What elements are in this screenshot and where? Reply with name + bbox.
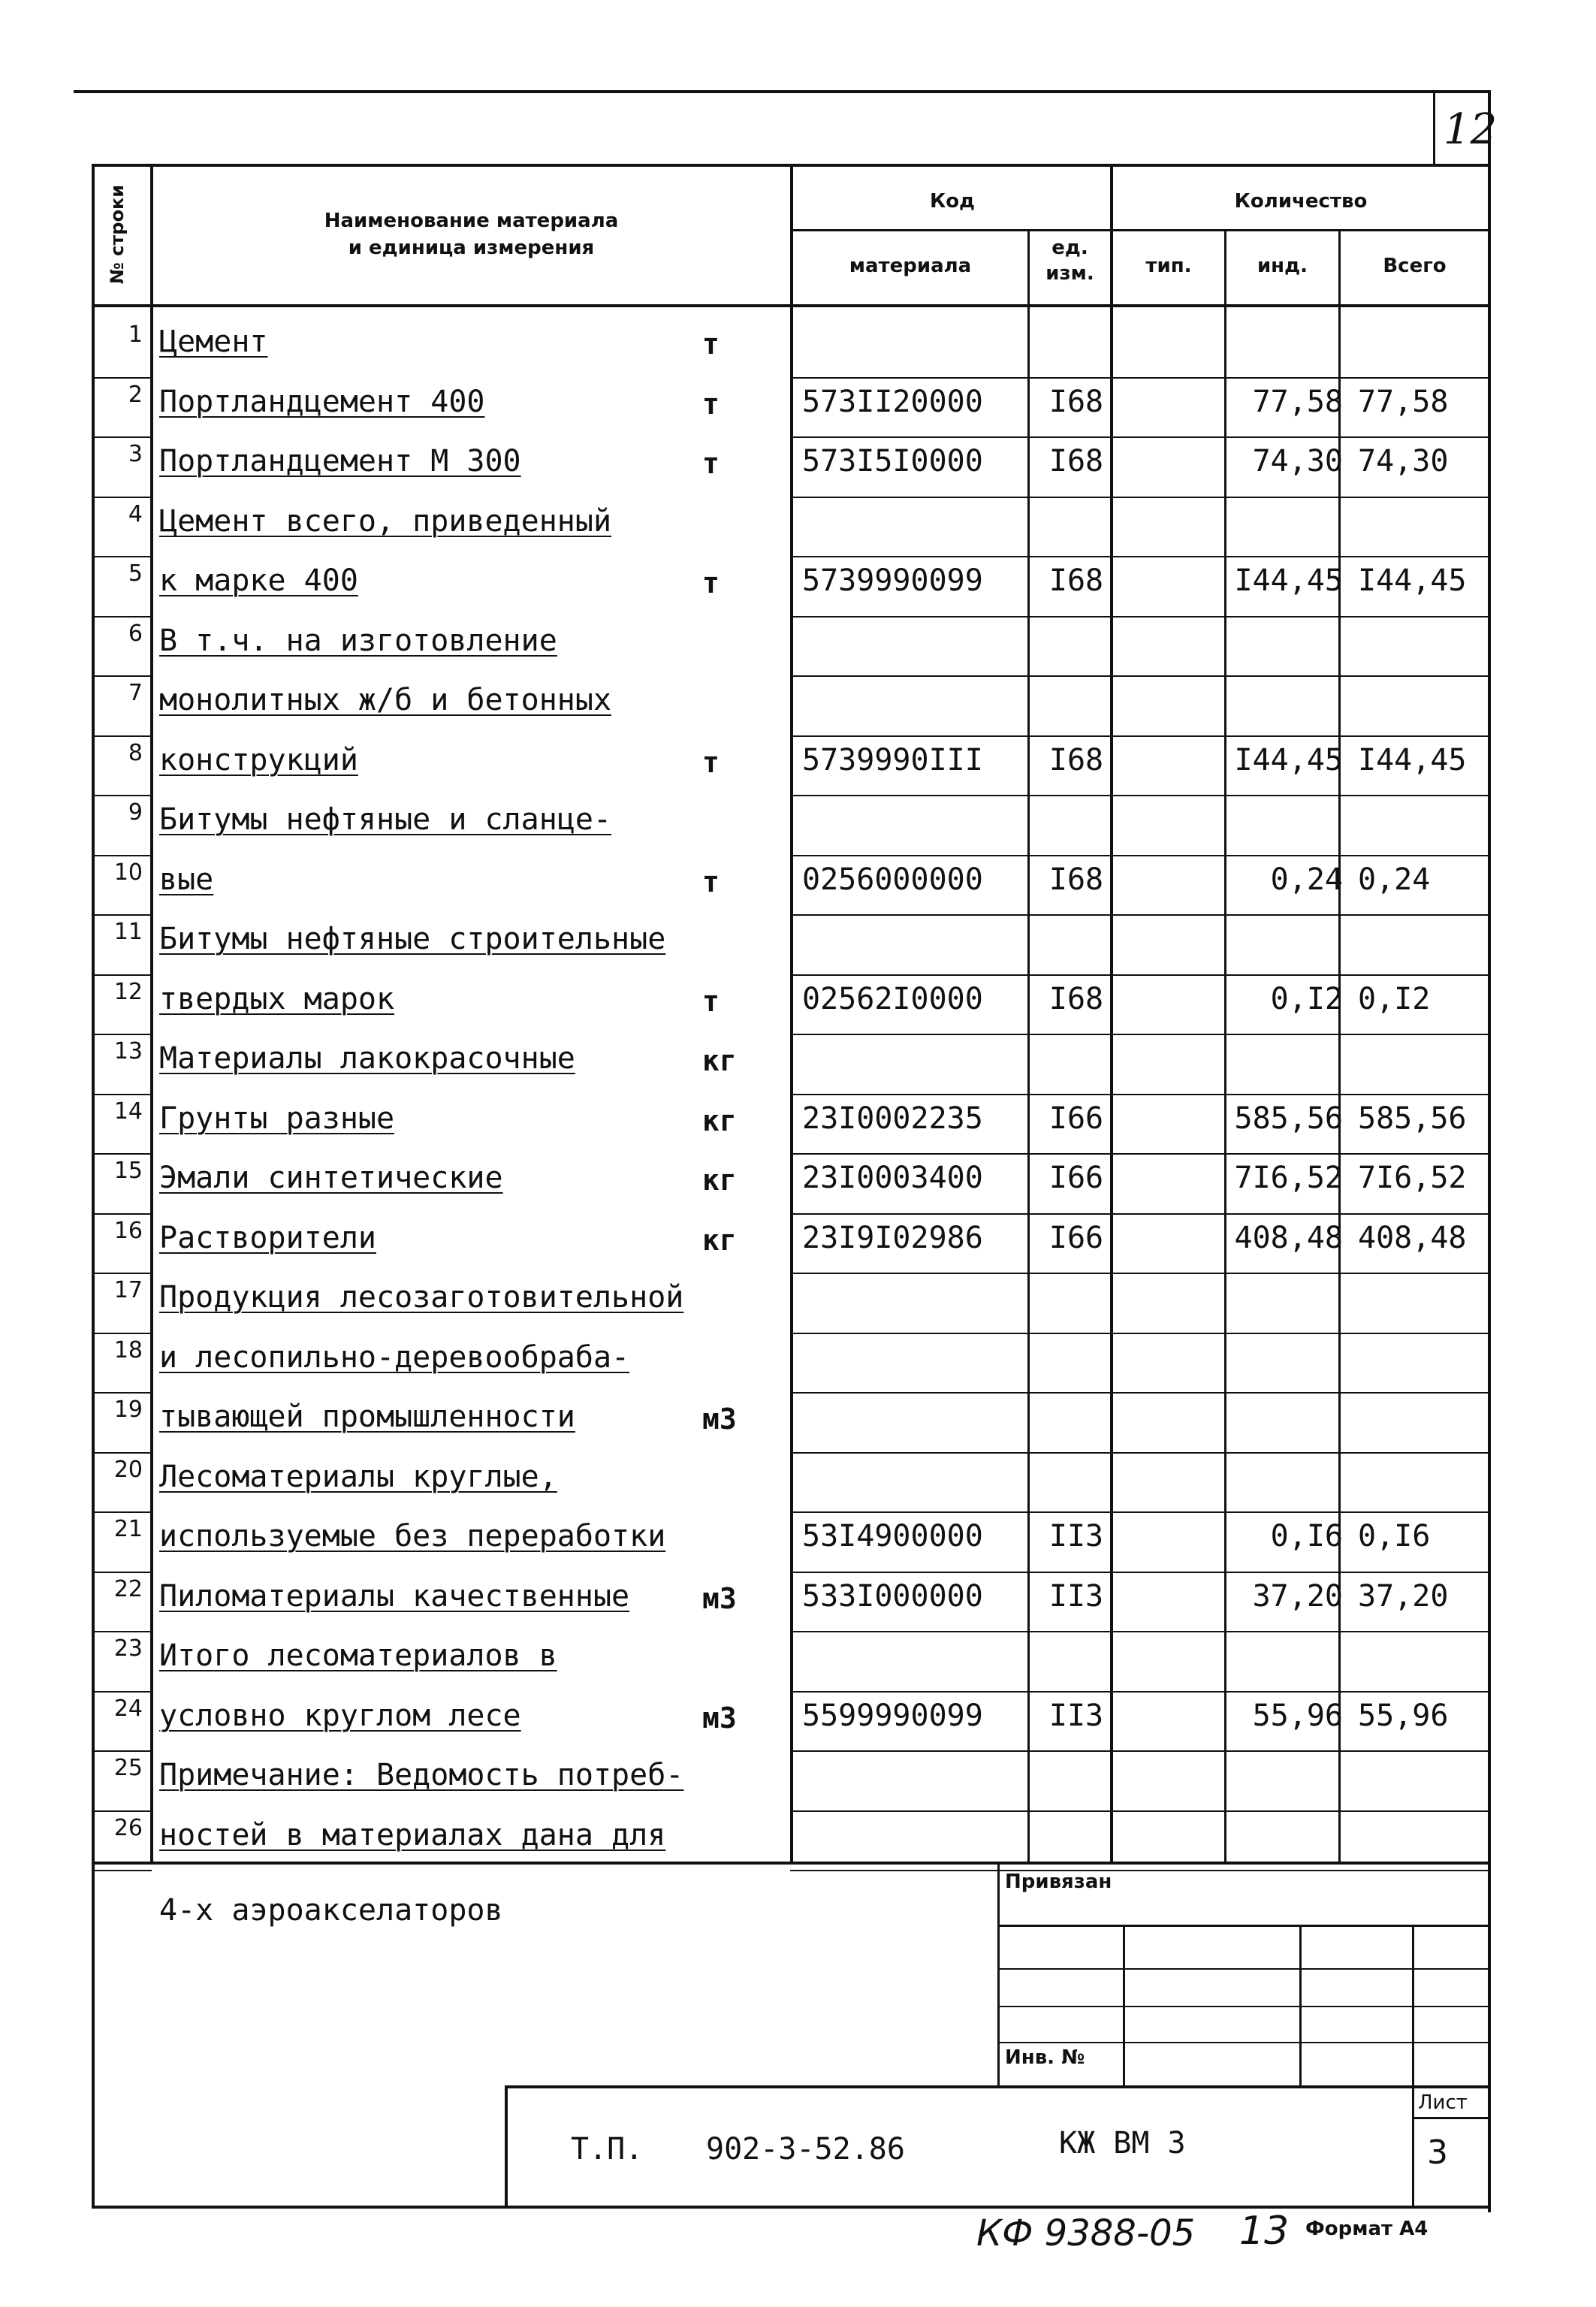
rownum-separator [92, 1153, 152, 1155]
measure-unit-code: II3 [1048, 1579, 1104, 1614]
row-separator [790, 795, 1490, 796]
stamp-attach-left [997, 1862, 1000, 2087]
stamp-inv-label: Инв. № [1005, 2046, 1085, 2069]
measure-unit-code: I68 [1048, 743, 1104, 778]
quantity-individual: 0,I6 [1270, 1519, 1343, 1554]
stamp-attached-label: Привязан [1005, 1871, 1112, 1893]
footer-format-label: Формат А4 [1305, 2218, 1429, 2240]
col-code-mu-sep [1027, 229, 1030, 1863]
quantity-individual: 0,I2 [1270, 982, 1343, 1016]
top-rule [74, 90, 1489, 93]
col-rownum-sep [150, 164, 153, 1863]
row-separator [790, 556, 1490, 557]
material-unit: т [702, 566, 720, 599]
header-mid-rule [790, 229, 1490, 231]
row-separator [790, 1810, 1490, 1812]
header-name-line1: Наименование материала [324, 210, 619, 232]
measure-unit-code: I66 [1048, 1101, 1104, 1136]
row-number: 7 [128, 680, 143, 706]
row-number: 21 [113, 1516, 143, 1542]
material-name: твердых марок [159, 982, 395, 1016]
stamp-sheet-label: Лист [1418, 2091, 1468, 2114]
header-code-unit-1: ед. [1051, 237, 1088, 259]
row-separator [790, 436, 1490, 438]
measure-unit-code: I68 [1048, 982, 1104, 1016]
stamp-vsep-3 [1412, 1925, 1414, 2207]
material-name: Грунты разные [159, 1101, 395, 1136]
header-qty-ind: инд. [1257, 255, 1308, 277]
rownum-separator [92, 497, 152, 498]
row-number: 24 [113, 1696, 143, 1722]
row-number: 9 [128, 799, 143, 826]
rownum-separator [92, 1870, 152, 1871]
rownum-separator [92, 974, 152, 976]
row-separator [790, 1511, 1490, 1513]
stamp-vsep-1 [1123, 1925, 1125, 2087]
material-code: 533I000000 [802, 1579, 983, 1614]
row-separator [790, 914, 1490, 916]
measure-unit-code: II3 [1048, 1519, 1104, 1554]
material-code: 5599990099 [802, 1699, 983, 1733]
header-name-line2: и единица измерения [348, 237, 595, 259]
row-separator [790, 377, 1490, 379]
material-name: Растворители [159, 1221, 376, 1255]
stamp-vsep-2 [1299, 1925, 1302, 2087]
rownum-separator [92, 1213, 152, 1215]
table-bottom [92, 1862, 1490, 1865]
row-number: 4 [128, 501, 143, 527]
rownum-separator [92, 1094, 152, 1095]
stamp-doc-number: 902-3-52.86 [706, 2132, 905, 2167]
material-unit: кг [702, 1044, 737, 1077]
rownum-separator [92, 914, 152, 916]
quantity-individual: 55,96 [1252, 1699, 1343, 1733]
row-separator [790, 1392, 1490, 1394]
material-name: конструкций [159, 743, 358, 778]
stamp-rule-2 [997, 1968, 1490, 1970]
rownum-separator [92, 795, 152, 796]
row-number: 2 [128, 382, 143, 408]
measure-unit-code: I68 [1048, 862, 1104, 897]
stamp-rule-1 [997, 1925, 1490, 1927]
stamp-rule-3 [997, 2006, 1490, 2007]
stamp-sheet-rule [1412, 2117, 1490, 2119]
row-number: 3 [128, 441, 143, 467]
material-name: ностей в материалах дана для [159, 1818, 666, 1853]
row-separator [790, 1153, 1490, 1155]
stamp-doc-prefix: Т.П. [571, 2132, 644, 2167]
quantity-total: 0,I2 [1358, 982, 1431, 1016]
rownum-separator [92, 855, 152, 856]
rownum-separator [92, 1034, 152, 1035]
row-separator [790, 675, 1490, 677]
stamp-title-left [505, 2085, 508, 2207]
row-number: 26 [113, 1815, 143, 1841]
material-unit: т [702, 746, 720, 779]
material-name: вые [159, 862, 214, 897]
quantity-total: 55,96 [1358, 1699, 1449, 1733]
stamp-title-top [505, 2085, 1490, 2088]
row-number: 20 [113, 1457, 143, 1483]
row-separator [790, 1750, 1490, 1752]
row-separator [790, 1034, 1490, 1035]
quantity-individual: I44,45 [1234, 563, 1343, 598]
quantity-total: 0,24 [1358, 862, 1431, 897]
row-number: 15 [113, 1158, 143, 1184]
measure-unit-code: II3 [1048, 1699, 1104, 1733]
rownum-separator [92, 735, 152, 737]
quantity-individual: 77,58 [1252, 385, 1343, 419]
measure-unit-code: I68 [1048, 444, 1104, 479]
row-number: 14 [113, 1098, 143, 1125]
material-unit: м3 [702, 1403, 737, 1436]
table-left [92, 164, 95, 2207]
rownum-separator [92, 616, 152, 618]
row-separator [790, 1213, 1490, 1215]
row-separator [790, 974, 1490, 976]
quantity-individual: 74,30 [1252, 444, 1343, 479]
quantity-individual: 0,24 [1270, 862, 1343, 897]
row-separator [790, 616, 1490, 618]
material-name: тывающей промышленности [159, 1400, 575, 1434]
row-number: 23 [113, 1635, 143, 1662]
material-name: Цемент [159, 325, 268, 359]
material-name: используемые без переработки [159, 1519, 666, 1554]
rownum-separator [92, 1333, 152, 1334]
row-separator [790, 1333, 1490, 1334]
material-name: Портландцемент М 300 [159, 444, 521, 479]
rownum-separator [92, 1810, 152, 1812]
material-unit: кг [702, 1224, 737, 1257]
quantity-total: 0,I6 [1358, 1519, 1431, 1554]
material-code: 53I4900000 [802, 1519, 983, 1554]
material-name: Битумы нефтяные строительные [159, 922, 666, 956]
rownum-separator [92, 1273, 152, 1274]
col-typ-ind-sep [1224, 229, 1226, 1863]
stamp-sheet-value: 3 [1427, 2133, 1448, 2172]
rownum-separator [92, 1572, 152, 1573]
material-unit: т [702, 985, 720, 1018]
material-name: Материалы лакокрасочные [159, 1041, 575, 1076]
header-qty-total: Всего [1383, 255, 1447, 277]
rownum-separator [92, 1452, 152, 1454]
quantity-total: 74,30 [1358, 444, 1449, 479]
page-number: 12 [1444, 105, 1498, 154]
quantity-individual: 585,56 [1234, 1101, 1343, 1136]
quantity-total: I44,45 [1358, 563, 1467, 598]
rownum-separator [92, 556, 152, 557]
row-number: 18 [113, 1337, 143, 1363]
row-number: 12 [113, 979, 143, 1005]
row-number: 19 [113, 1397, 143, 1423]
quantity-individual: 7I6,52 [1234, 1161, 1343, 1195]
row-separator [790, 1870, 1490, 1871]
quantity-total: 77,58 [1358, 385, 1449, 419]
rownum-separator [92, 436, 152, 438]
header-code: Код [929, 190, 976, 213]
row-separator [790, 497, 1490, 498]
footer-archive-page: 13 [1239, 2209, 1290, 2254]
quantity-total: 585,56 [1358, 1101, 1467, 1136]
material-name: монолитных ж/б и бетонных [159, 683, 612, 717]
quantity-individual: 408,48 [1234, 1221, 1343, 1255]
header-qty-typ: тип. [1145, 255, 1192, 277]
material-unit: м3 [702, 1702, 737, 1735]
row-number: 10 [113, 859, 143, 886]
material-name: к марке 400 [159, 563, 358, 598]
rownum-separator [92, 1631, 152, 1632]
quantity-total: I44,45 [1358, 743, 1467, 778]
material-code: 0256000000 [802, 862, 983, 897]
quantity-individual: 37,20 [1252, 1579, 1343, 1614]
material-code: 573II20000 [802, 385, 983, 419]
header-code-unit-2: изм. [1045, 262, 1094, 285]
material-code: 23I9I02986 [802, 1221, 983, 1255]
row-number: 11 [113, 919, 143, 945]
page-box-left [1433, 90, 1435, 165]
measure-unit-code: I66 [1048, 1221, 1104, 1255]
measure-unit-code: I68 [1048, 385, 1104, 419]
measure-unit-code: I68 [1048, 563, 1104, 598]
row-number: 25 [113, 1755, 143, 1781]
header-row-number: № строки [107, 184, 128, 285]
material-unit: т [702, 865, 720, 898]
material-name: Пиломатериалы качественные [159, 1579, 630, 1614]
material-unit: т [702, 388, 720, 421]
row-number: 8 [128, 740, 143, 766]
row-number: 1 [128, 322, 143, 348]
material-name: В т.ч. на изготовление [159, 624, 557, 658]
material-unit: кг [702, 1104, 737, 1137]
stamp-doc-mark: КЖ ВМ 3 [1059, 2126, 1186, 2161]
row-number: 13 [113, 1038, 143, 1064]
rownum-separator [92, 675, 152, 677]
measure-unit-code: I66 [1048, 1161, 1104, 1195]
quantity-total: 37,20 [1358, 1579, 1449, 1614]
header-code-material: материала [849, 255, 972, 277]
rownum-separator [92, 1691, 152, 1693]
material-name: условно круглом лесе [159, 1699, 521, 1733]
material-name: Портландцемент 400 [159, 385, 485, 419]
row-separator [790, 855, 1490, 856]
row-separator [790, 1631, 1490, 1632]
material-name: Цемент всего, приведенный [159, 504, 612, 539]
quantity-individual: I44,45 [1234, 743, 1343, 778]
row-separator [790, 735, 1490, 737]
material-name: и лесопильно-деревообраба- [159, 1340, 630, 1375]
material-name: Битумы нефтяные и сланце- [159, 802, 612, 837]
material-unit: т [702, 447, 720, 480]
col-name-sep [790, 164, 793, 1863]
material-unit: кг [702, 1164, 737, 1197]
quantity-total: 7I6,52 [1358, 1161, 1467, 1195]
material-name: Примечание: Ведомость потреб- [159, 1758, 684, 1792]
rownum-separator [92, 1392, 152, 1394]
rownum-separator [92, 1511, 152, 1513]
rownum-separator [92, 1750, 152, 1752]
row-number: 17 [113, 1277, 143, 1303]
rownum-separator [92, 377, 152, 379]
quantity-total: 408,48 [1358, 1221, 1467, 1255]
material-name: Лесоматериалы круглые, [159, 1460, 557, 1494]
row-separator [790, 1273, 1490, 1274]
row-separator [790, 1094, 1490, 1095]
row-number: 6 [128, 621, 143, 647]
material-unit: т [702, 328, 720, 361]
material-code: 23I0003400 [802, 1161, 983, 1195]
material-code: 5739990099 [802, 563, 983, 598]
material-code: 23I0002235 [802, 1101, 983, 1136]
row-number: 5 [128, 560, 143, 587]
material-code: 573I5I0000 [802, 444, 983, 479]
row-separator [790, 1452, 1490, 1454]
material-code: 5739990III [802, 743, 983, 778]
note-continuation: 4-х аэроакселаторов [159, 1893, 503, 1928]
footer-archive-code: КФ 9388-05 [976, 2212, 1196, 2254]
row-number: 16 [113, 1218, 143, 1244]
row-number: 22 [113, 1576, 143, 1602]
material-unit: м3 [702, 1582, 737, 1615]
header-quantity: Количество [1234, 190, 1368, 213]
material-code: 02562I0000 [802, 982, 983, 1016]
material-name: Эмали синтетические [159, 1161, 503, 1195]
row-separator [790, 1572, 1490, 1573]
material-name: Итого лесоматериалов в [159, 1638, 557, 1673]
row-separator [790, 1691, 1490, 1693]
material-name: Продукция лесозаготовительной [159, 1280, 684, 1315]
stamp-rule-4 [997, 2042, 1490, 2043]
